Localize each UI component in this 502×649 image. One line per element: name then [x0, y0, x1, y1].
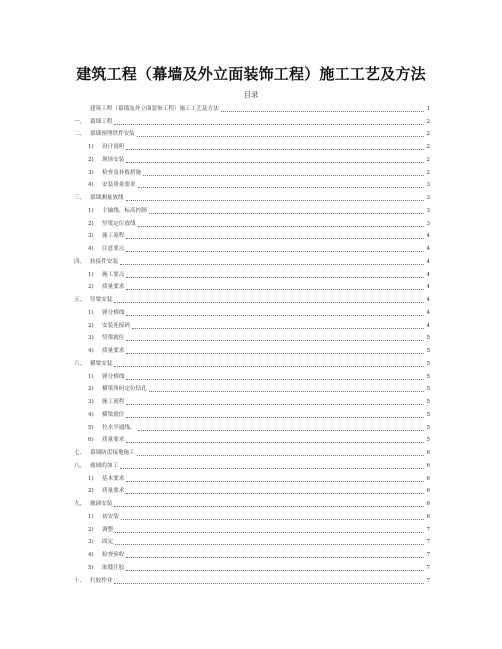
toc-entry-label: 设计说明 — [102, 144, 125, 150]
toc-dot-leader — [138, 430, 424, 431]
toc-entry-page-number: 7 — [426, 564, 430, 571]
toc-dot-leader — [114, 506, 424, 507]
toc-dot-leader — [126, 162, 424, 163]
toc-dot-leader — [149, 391, 424, 392]
toc-entry-label: 注意要点 — [102, 246, 125, 252]
toc-entry-page-number: 5 — [426, 386, 430, 393]
toc-entry-number: 1) — [88, 373, 94, 380]
toc-dot-leader — [126, 340, 424, 341]
toc-entry-page-number: 2 — [426, 144, 430, 150]
toc-entry-label: 幕墙防雷接地施工 — [90, 450, 135, 456]
toc-entry-label: 横梁就位 — [102, 411, 125, 418]
toc-entry-page-number: 5 — [426, 411, 430, 418]
toc-dot-leader — [120, 468, 424, 469]
toc-dot-leader — [126, 442, 424, 443]
toc-dot-leader — [114, 124, 424, 125]
toc-dot-leader — [120, 264, 424, 265]
toc-entry[interactable] — [74, 546, 430, 559]
toc-entry-label: 安装连接码 — [102, 322, 130, 329]
toc-dot-leader — [114, 583, 424, 584]
toc-entry-page-number: 5 — [426, 399, 430, 405]
toc-entry[interactable] — [74, 317, 430, 330]
toc-entry[interactable] — [74, 419, 430, 432]
toc-entry-number: 4) — [88, 411, 94, 418]
toc-entry[interactable] — [74, 291, 430, 304]
toc-entry-label: 检查及补救措施 — [102, 169, 142, 176]
toc-dot-leader — [126, 200, 424, 201]
toc-entry-page-number: 3 — [426, 207, 430, 214]
toc-entry-page-number: 7 — [426, 539, 430, 546]
toc-entry[interactable] — [74, 342, 430, 355]
toc-entry-label: 质量要求 — [102, 437, 125, 444]
toc-dot-leader — [126, 481, 424, 482]
toc-entry-label: 弹分格线 — [102, 373, 125, 380]
toc-entry-label: 竖梁定位放线 — [102, 220, 136, 227]
toc-entry-label: 玻璃安装 — [90, 501, 113, 507]
toc-dot-leader — [126, 570, 424, 571]
toc-entry[interactable] — [74, 266, 430, 279]
toc-entry-page-number: 4 — [426, 297, 430, 303]
toc-entry-page-number: 6 — [426, 488, 430, 495]
toc-entry[interactable] — [74, 406, 430, 419]
toc-dot-leader — [126, 289, 424, 290]
toc-dot-leader — [221, 111, 424, 112]
toc-entry-label: 检查验收 — [102, 552, 125, 558]
toc-entry[interactable] — [74, 240, 430, 253]
toc-entry-page-number: 1 — [426, 105, 430, 112]
toc-entry[interactable] — [74, 355, 430, 368]
toc-entry-label: 幕墙工程 — [90, 118, 113, 125]
toc-entry-label: 弹分格线 — [102, 309, 125, 316]
toc-dot-leader — [126, 315, 424, 316]
toc-entry-number: 1) — [88, 475, 94, 482]
toc-entry-label: 竖梁就位 — [102, 335, 125, 342]
toc-entry-label: 质量要求 — [102, 488, 125, 495]
toc-entry-number: 4) — [88, 552, 94, 558]
toc-entry[interactable] — [74, 202, 430, 215]
toc-dot-leader — [137, 455, 424, 456]
toc-entry-number: 二、 — [74, 131, 86, 138]
toc-entry-page-number: 2 — [426, 169, 430, 176]
toc-dot-leader — [126, 493, 424, 494]
toc-entry-number: 4) — [88, 348, 94, 354]
toc-entry[interactable] — [74, 138, 430, 151]
toc-entry-page-number: 7 — [426, 577, 430, 584]
toc-entry-page-number: 4 — [426, 322, 430, 329]
toc-entry[interactable] — [74, 508, 430, 521]
toc-entry[interactable] — [74, 483, 430, 496]
toc-dot-leader — [126, 404, 424, 405]
toc-entry-label: 初安装 — [102, 513, 119, 520]
toc-entry-page-number: 4 — [426, 309, 430, 316]
toc-entry-page-number: 2 — [426, 156, 430, 163]
toc-entry-page-number: 5 — [426, 348, 430, 354]
toc-entry-label: 幕墙测量放线 — [90, 195, 124, 201]
toc-entry-page-number: 6 — [426, 462, 430, 469]
toc-entry[interactable] — [74, 113, 430, 126]
toc-entry-page-number: 4 — [426, 271, 430, 278]
toc-entry-number: 一、 — [74, 118, 86, 125]
toc-dot-leader — [126, 251, 424, 252]
toc-entry[interactable] — [74, 126, 430, 139]
toc-entry-label: 质量要求 — [102, 348, 125, 354]
toc-entry-page-number: 4 — [426, 246, 430, 252]
toc-entry-number: 五、 — [74, 297, 86, 303]
toc-entry[interactable] — [74, 228, 430, 241]
toc-dot-leader — [126, 277, 424, 278]
toc-entry[interactable] — [74, 495, 430, 508]
toc-entry[interactable] — [74, 100, 430, 113]
toc-entry-page-number: 3 — [426, 182, 430, 189]
toc-entry-number: 2) — [88, 156, 94, 163]
toc-entry[interactable] — [74, 151, 430, 164]
toc-entry[interactable] — [74, 559, 430, 572]
toc-dot-leader — [143, 175, 424, 176]
toc-entry[interactable] — [74, 432, 430, 445]
toc-entry-number: 2) — [88, 386, 94, 393]
toc-entry-number: 1) — [88, 144, 94, 150]
toc-heading: 目录 — [243, 90, 259, 99]
toc-dot-leader — [126, 238, 424, 239]
toc-entry[interactable] — [74, 177, 430, 190]
toc-entry-label: 主轴线、标高控制 — [102, 207, 147, 214]
toc-entry-page-number: 6 — [426, 501, 430, 507]
toc-entry[interactable] — [74, 189, 430, 202]
toc-entry-label: 施工流程 — [102, 399, 125, 405]
toc-entry-page-number: 5 — [426, 424, 430, 431]
toc-entry-page-number: 6 — [426, 450, 430, 456]
toc-entry-number: 1) — [88, 207, 94, 214]
toc-entry-label: 转接件安装 — [90, 258, 118, 265]
toc-entry-number: 3) — [88, 399, 94, 405]
toc-entry-label: 嵌缝注胶 — [102, 564, 125, 571]
toc-entry-page-number: 5 — [426, 360, 430, 367]
toc-entry-number: 三、 — [74, 195, 86, 201]
toc-entry-page-number: 5 — [426, 335, 430, 342]
toc-entry-number: 六、 — [74, 360, 86, 367]
toc-entry-label: 建筑工程（幕墙及外立面装饰工程）施工工艺及方法 — [90, 105, 219, 112]
toc-dot-leader — [132, 328, 424, 329]
toc-entry-number: 2) — [88, 322, 94, 329]
toc-entry-number: 6) — [88, 437, 94, 444]
toc-entry-page-number: 6 — [426, 513, 430, 520]
toc-entry-number: 4) — [88, 246, 94, 252]
toc-entry-number: 5) — [88, 424, 94, 431]
toc-entry-number: 3) — [88, 233, 94, 240]
toc-entry-number: 七、 — [74, 450, 86, 456]
toc-entry-page-number: 4 — [426, 233, 430, 240]
toc-entry-page-number: 2 — [426, 131, 430, 138]
toc-entry-page-number: 7 — [426, 552, 430, 558]
toc-dot-leader — [126, 557, 424, 558]
toc-entry[interactable] — [74, 164, 430, 177]
toc-entry-page-number: 2 — [426, 118, 430, 125]
toc-entry[interactable] — [74, 215, 430, 228]
toc-entry-number: 3) — [88, 169, 94, 176]
toc-entry-label: 调整 — [102, 526, 114, 533]
toc-entry-page-number: 5 — [426, 373, 430, 380]
toc-entry-label: 幕墙预埋铁件安装 — [90, 131, 135, 138]
toc-entry-number: 2) — [88, 488, 94, 495]
toc-entry[interactable] — [74, 330, 430, 343]
toc-entry-number: 十、 — [74, 577, 86, 584]
toc-entry[interactable] — [74, 470, 430, 483]
toc-entry-number: 5) — [88, 564, 94, 571]
toc-dot-leader — [137, 136, 424, 137]
toc-entry-page-number: 6 — [426, 475, 430, 482]
toc-entry-label: 基本要求 — [102, 475, 125, 482]
toc-entry[interactable] — [74, 393, 430, 406]
toc-entry-number: 四、 — [74, 258, 86, 265]
toc-dot-leader — [126, 417, 424, 418]
toc-entry-number: 3) — [88, 539, 94, 546]
toc-entry-label: 质量要求 — [102, 284, 125, 291]
toc-entry[interactable] — [74, 534, 430, 547]
toc-entry-label: 拉水平通线。 — [102, 424, 136, 431]
toc-entry[interactable] — [74, 381, 430, 394]
toc-dot-leader — [126, 149, 424, 150]
toc-dot-leader — [115, 532, 424, 533]
toc-entry[interactable] — [74, 444, 430, 457]
toc-entry-number: 九、 — [74, 501, 86, 507]
toc-entry-label: 横梁角码定位钻孔 — [102, 386, 147, 393]
toc-entry-label: 竖梁安装 — [90, 297, 113, 303]
toc-entry-label: 现场安装 — [102, 156, 125, 163]
toc-dot-leader — [114, 366, 424, 367]
toc-entry-page-number: 4 — [426, 258, 430, 265]
toc-dot-leader — [138, 187, 424, 188]
toc-dot-leader — [126, 353, 424, 354]
toc-entry-number: 1) — [88, 271, 94, 278]
toc-dot-leader — [126, 379, 424, 380]
toc-entry[interactable] — [74, 521, 430, 534]
toc-entry-page-number: 3 — [426, 195, 430, 201]
toc-dot-leader — [115, 544, 424, 545]
toc-entry-label: 固定 — [102, 539, 114, 546]
toc-entry-number: 1) — [88, 309, 94, 316]
toc-entry-label: 玻璃的加工 — [90, 462, 118, 469]
toc-entry[interactable] — [74, 279, 430, 292]
toc-entry-number: 八、 — [74, 462, 86, 469]
toc-entry-page-number: 5 — [426, 437, 430, 444]
toc-entry-label: 横梁安装 — [90, 360, 113, 367]
toc-entry-number: 2) — [88, 284, 94, 291]
toc-entry-page-number: 7 — [426, 526, 430, 533]
toc-entry-number: 3) — [88, 335, 94, 342]
toc-dot-leader — [138, 226, 424, 227]
toc-entry-number: 2) — [88, 220, 94, 227]
toc-entry-label: 安装质量要求 — [102, 182, 136, 189]
toc-dot-leader — [149, 213, 424, 214]
toc-dot-leader — [121, 519, 424, 520]
toc-entry[interactable] — [74, 572, 430, 585]
toc-entry-label: 打胶作业 — [90, 577, 113, 584]
toc-entry[interactable] — [74, 304, 430, 317]
toc-entry-label: 施工流程 — [102, 233, 125, 240]
toc-entry[interactable] — [74, 457, 430, 470]
toc-entry-number: 1) — [88, 513, 94, 520]
toc-entry-page-number: 3 — [426, 220, 430, 227]
toc-entry-label: 施工要点 — [102, 271, 125, 278]
toc-dot-leader — [114, 302, 424, 303]
toc-entry-number: 2) — [88, 526, 94, 533]
toc-entry[interactable] — [74, 368, 430, 381]
document-title: 建筑工程（幕墙及外立面装饰工程）施工工艺及方法 — [76, 65, 426, 83]
table-of-contents — [74, 100, 430, 585]
toc-entry-number: 4) — [88, 182, 94, 189]
toc-entry[interactable] — [74, 253, 430, 266]
toc-entry-page-number: 4 — [426, 284, 430, 291]
